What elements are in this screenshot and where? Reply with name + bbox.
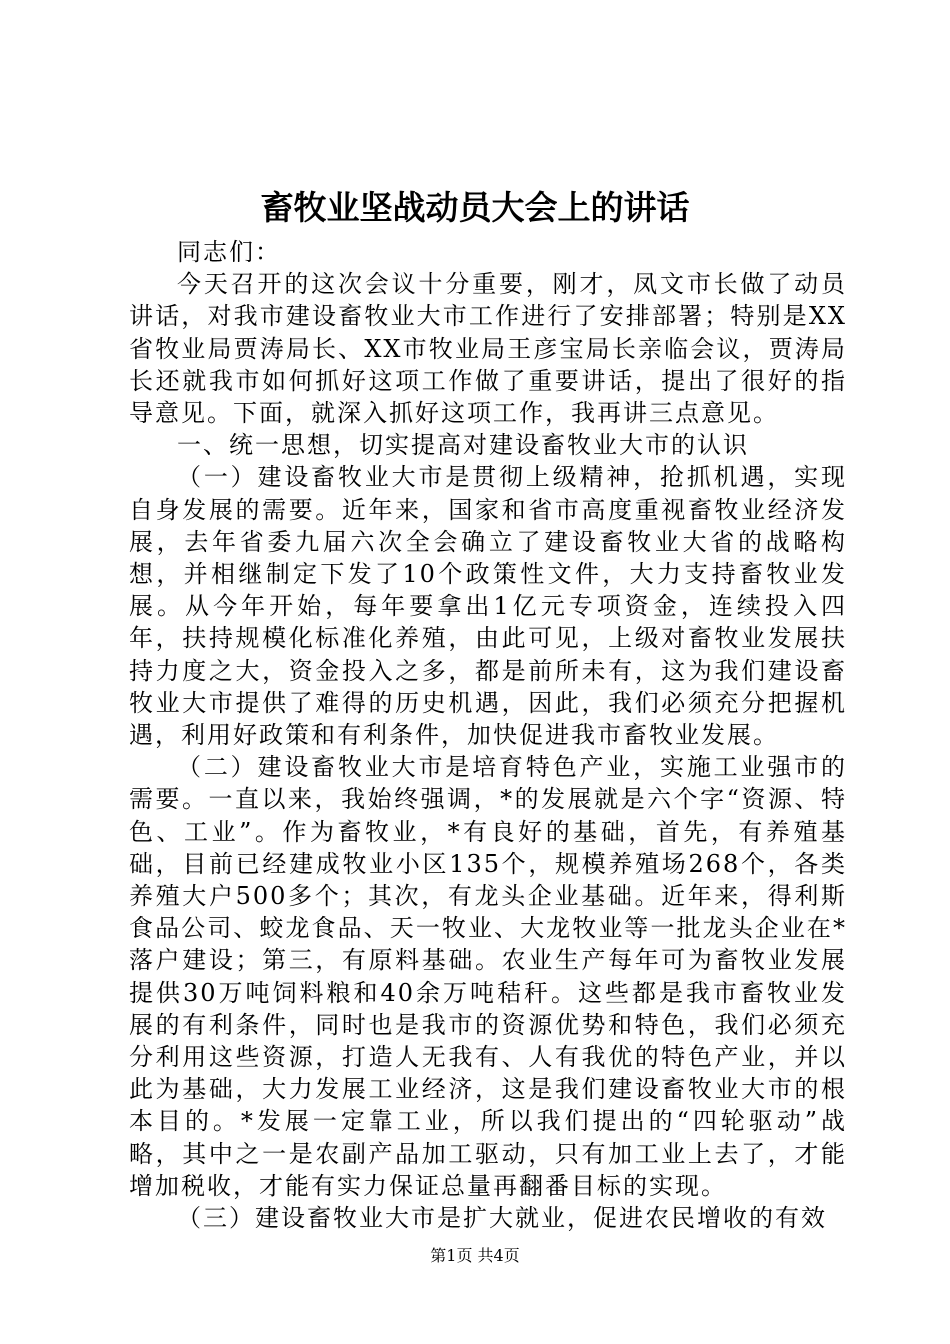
- document-body: [129, 236, 847, 1234]
- subsection-paragraph-1: （一）建设畜牧业大市是贯彻上级精神，抢抓机遇，实现自身发展的需要。近年来，国家和省市高度重视畜牧业经济发展，去年省委九届六次全会确立了建设畜牧业大省的战略构想，并相继制定下发了10个政策性文件，大力支持畜牧业发展。从今年开始，每年要拿出1亿元专项资金，连续投入四年，扶持规模化标准化养殖，由此可见，上级对畜牧业发展扶持力度之大，资金投入之多，都是前所未有，这为我们建设畜牧业大市提供了难得的历史机遇，因此，我们必须充分把握机遇，利用好政策和有利条件，加快促进我市畜牧业发展。: [129, 463, 847, 750]
- intro-paragraph: 今天召开的这次会议十分重要，刚才，凤文市长做了动员讲话，对我市建设畜牧业大市工作进行了安排部署；特别是XX省牧业局贾涛局长、XX市牧业局王彦宝局长亲临会议，贾涛局长还就我市如何抓好这项工作做了重要讲话，提出了很好的指导意见。下面，就深入抓好这项工作，我再讲三点意见。: [129, 270, 847, 428]
- greeting: 同志们：: [177, 238, 281, 266]
- section-heading-1: 一、统一思想，切实提高对建设畜牧业大市的认识: [177, 431, 749, 460]
- subsection-paragraph-2: （二）建设畜牧业大市是培育特色产业，实施工业强市的需要。一直以来，我始终强调，*的发展就是六个字“资源、特色、工业”。作为畜牧业，*有良好的基础，首先，有养殖基础，目前已经建成牧业小区135个，规模养殖场268个，各类养殖大户500多个；其次，有龙头企业基础。近年来，得利斯食品公司、蛟龙食品、天一牧业、大龙牧业等一批龙头企业在*落户建设；第三，有原料基础。农业生产每年可为畜牧业发展提供30万吨饲料粮和40余万吨秸秆。这些都是我市畜牧业发展的有利条件，同时也是我市的资源优势和特色，我们必须充分利用这些资源，打造人无我有、人有我优的特色产业，并以此为基础，大力发展工业经济，这是我们建设畜牧业大市的根本目的。*发展一定靠工业，所以我们提出的“四轮驱动”战略，其中之一是农副产品加工驱动，只有加工业上去了，才能增加税收，才能有实力保证总量再翻番目标的实现。: [129, 753, 847, 1200]
- subsection-paragraph-3: （三）建设畜牧业大市是扩大就业，促进农民增收的有效: [177, 1204, 827, 1233]
- page-footer: 第1页 共4页: [430, 1246, 520, 1265]
- document-title: 畜牧业坚战动员大会上的讲话: [260, 188, 690, 227]
